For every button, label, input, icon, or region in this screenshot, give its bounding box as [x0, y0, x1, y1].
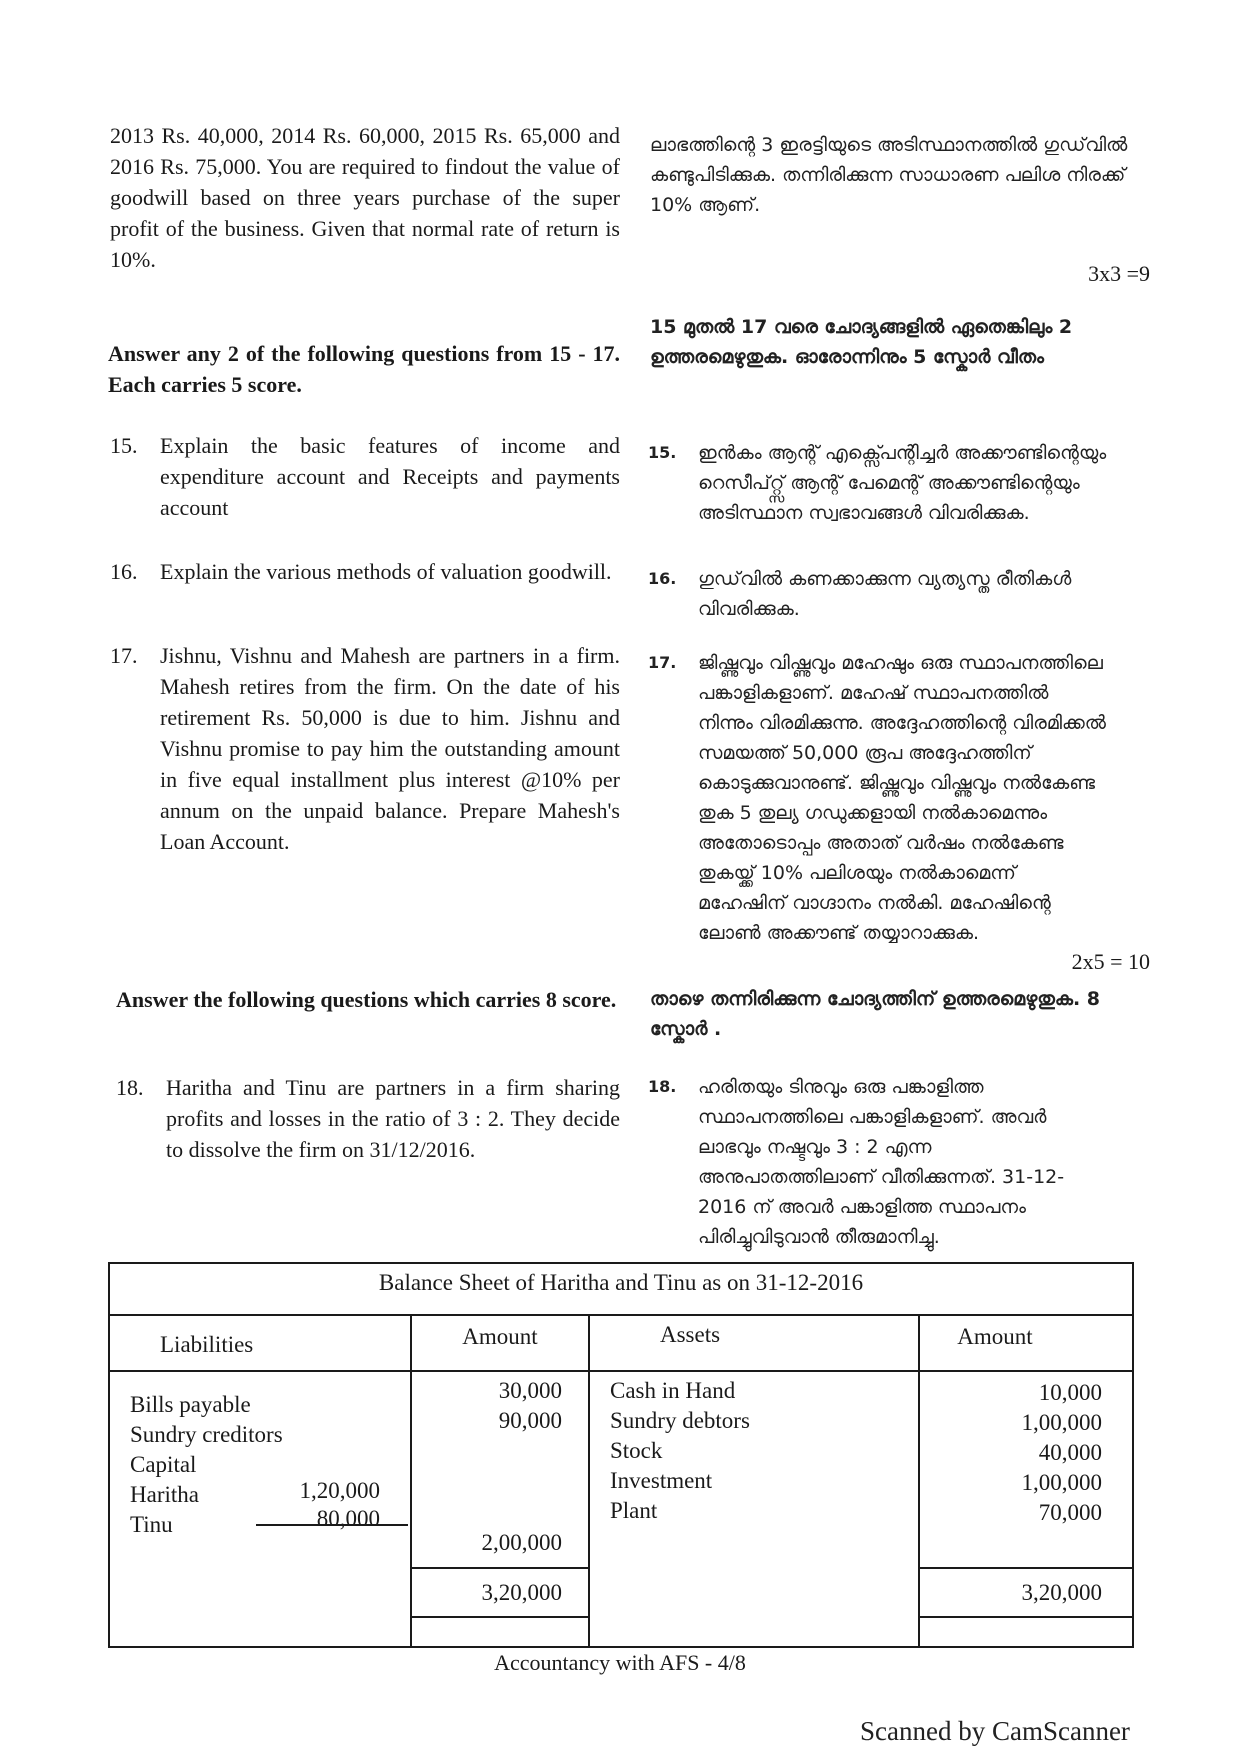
question-text: Jishnu, Vishnu and Mahesh are partners in a firm. Mahesh retires from the firm. On the date of his retirement Rs. 50,000 is due to him. Jishnu and Vishnu promise to pay him the outstanding amount in five equal installment plus interest @10% per annum on the unpaid balance. Prepare Mahesh's Loan Account. [160, 643, 620, 854]
liability-capital: Capital [130, 1452, 197, 1477]
question-text: ജിഷ്ണുവും വിഷ്ണുവും മഹേഷും ഒരു സ്ഥാപനത്തിലെ പങ്കാളികളാണ്. മഹേഷ് സ്ഥാപനത്തിൽ നിന്നും വിരമിക്കുന്നു. അദ്ദേഹത്തിന്റെ വിരമിക്കൽ സമയത്ത് 50,000 രൂപ അദ്ദേഹത്തിന് കൊടുക്കുവാനുണ്ട്. ജിഷ്ണുവും വിഷ്ണുവും നൽകേണ്ട തുക 5 തുല്യ ഗഡുക്കളായി നൽകാമെന്നും അതോടൊപ്പം അതാത് വർഷം നൽകേണ്ട തുകയ്ക്ക് 10% പലിശയും നൽകാമെന്ന് മഹേഷിന് വാഗ്ദാനം നൽകി. മഹേഷിന്റെ ലോൺ അക്കൗണ്ട് തയ്യാറാക്കുക. [698, 652, 1106, 944]
question-number: 16. [648, 569, 677, 588]
asset-stock-amount: 40,000 [1038, 1440, 1102, 1465]
liability-sundry-creditors: Sundry creditors [130, 1422, 283, 1447]
sundry-creditors-amount: 90,000 [498, 1408, 562, 1433]
header-divider [110, 1370, 1132, 1372]
asset-sundry-debtors: Sundry debtors [610, 1408, 750, 1433]
question-text: Haritha and Tinu are partners in a firm sharing profits and losses in the ratio of 3 : 2. They decide to dissolve the firm on 31/12/2016. [166, 1075, 620, 1162]
liability-capital-tinu: Tinu [130, 1512, 173, 1537]
question-14-continuation-en: 2013 Rs. 40,000, 2014 Rs. 60,000, 2015 Rs. 65,000 and 2016 Rs. 75,000. You are required to findout the value of goodwill based on three years purchase of the super profit of the business. Given that normal rate of return is 10%. [110, 123, 620, 272]
question-15-ml [648, 438, 1118, 558]
asset-cash-in-hand-amount: 10,000 [1038, 1380, 1102, 1405]
amount1-total-line [410, 1567, 590, 1569]
amount2-total-line [918, 1567, 1132, 1569]
question-number: 18. [648, 1077, 677, 1096]
section-heading-15-17-en: Answer any 2 of the following questions from 15 - 17. Each carries 5 score. [108, 341, 620, 397]
balance-sheet-title: Balance Sheet of Haritha and Tinu as on 31-12-2016 [378, 1270, 864, 1295]
question-text: Explain the various methods of valuation goodwill. [160, 559, 612, 584]
question-number: 15. [648, 443, 677, 462]
question-text: ഹരിതയും ടിനുവും ഒരു പങ്കാളിത്ത സ്ഥാപനത്തിലെ പങ്കാളികളാണ്. അവർ ലാഭവും നഷ്ടവും 3 : 2 എന്ന അനുപാതത്തിലാണ് വീതിക്കുന്നത്. 31-12-2016 ന് അവർ പങ്കാളിത്ത സ്ഥാപനം പിരിച്ചുവിടുവാൻ തീരുമാനിച്ചു. [698, 1076, 1065, 1248]
amount2-bottom-line [918, 1616, 1132, 1618]
balance-sheet-table [108, 1262, 1134, 1648]
question-text: ഇൻകം ആന്റ് എക്സ്പെന്റിച്ചർ അക്കൗണ്ടിന്റെയും റെസീപ്റ്റ്സ് ആന്റ് പേമെന്റ് അക്കൗണ്ടിന്റെയും അടിസ്ഥാന സ്വഭാവങ്ങൾ വിവരിക്കുക. [698, 442, 1107, 524]
amount1-bottom-line [410, 1616, 590, 1618]
assets-amounts-list [922, 1378, 1102, 1528]
section-heading-8-score-en: Answer the following questions which carries 8 score. [116, 987, 617, 1012]
question-number: 18. [116, 1075, 144, 1100]
question-16-en [110, 556, 620, 626]
asset-plant-amount: 70,000 [1038, 1500, 1102, 1525]
column-divider-3 [918, 1314, 920, 1646]
camscanner-watermark: Scanned by CamScanner [860, 1716, 1130, 1746]
question-16-ml [648, 564, 1118, 634]
question-14-continuation-ml: ലാഭത്തിന്റെ 3 ഇരട്ടിയുടെ അടിസ്ഥാനത്തിൽ ഗുഡ്‌വിൽ കണ്ടുപിടിക്കുക. തന്നിരിക്കുന്ന സാധാരണ പലിശ നിരക്ക് 10% ആണ്. [650, 134, 1128, 216]
question-18-ml [648, 1072, 1108, 1252]
question-number: 17. [110, 643, 138, 668]
liability-capital-haritha: Haritha [130, 1482, 199, 1507]
bills-payable-amount: 30,000 [498, 1378, 562, 1403]
question-18-en [116, 1072, 620, 1172]
marks-3x3: 3x3 =9 [1088, 261, 1150, 286]
section-heading-15-17-ml: 15 മുതൽ 17 വരെ ചോദ്യങ്ങളിൽ ഏതെങ്കിലും 2 ഉത്തരമെഴുതുക. ഓരോന്നിനും 5 സ്കോർ വീതം [650, 316, 1073, 368]
title-divider [110, 1314, 1132, 1316]
asset-stock: Stock [610, 1438, 663, 1463]
column-divider-2 [588, 1314, 590, 1646]
asset-sundry-debtors-amount: 1,00,000 [1021, 1410, 1102, 1435]
liabilities-total: 3,20,000 [481, 1580, 562, 1605]
question-number: 16. [110, 559, 138, 584]
section-heading-8-score-ml: താഴെ തന്നിരിക്കുന്ന ചോദ്യത്തിന് ഉത്തരമെഴുതുക. 8 സ്കോർ . [650, 988, 1101, 1040]
tinu-capital-amount: 80,000 [316, 1506, 380, 1531]
marks-2x5: 2x5 = 10 [1071, 949, 1150, 974]
question-text: Explain the basic features of income and expenditure account and Receipts and payments account [160, 433, 620, 520]
header-amount-liabilities: Amount [462, 1324, 538, 1349]
assets-total: 3,20,000 [1021, 1580, 1102, 1605]
assets-names-list [610, 1376, 910, 1526]
question-15-en [110, 430, 620, 530]
question-number: 17. [648, 653, 677, 672]
question-17-ml [648, 648, 1108, 968]
haritha-capital-amount: 1,20,000 [299, 1478, 380, 1503]
capital-total-amount: 2,00,000 [481, 1530, 562, 1555]
asset-plant: Plant [610, 1498, 658, 1523]
header-liabilities: Liabilities [160, 1332, 254, 1357]
question-number: 15. [110, 433, 138, 458]
question-17-en [110, 640, 620, 860]
asset-investment: Investment [610, 1468, 713, 1493]
asset-cash-in-hand: Cash in Hand [610, 1378, 736, 1403]
question-text: ഗുഡ്‌വിൽ കണക്കാക്കുന്ന വ്യത്യസ്ത രീതികൾ വിവരിക്കുക. [698, 568, 1072, 620]
header-assets: Assets [659, 1322, 721, 1347]
liability-bills-payable: Bills payable [130, 1392, 251, 1417]
asset-investment-amount: 1,00,000 [1021, 1470, 1102, 1495]
page-footer-label: Accountancy with AFS - 4/8 [494, 1650, 746, 1675]
header-amount-assets: Amount [957, 1324, 1033, 1349]
